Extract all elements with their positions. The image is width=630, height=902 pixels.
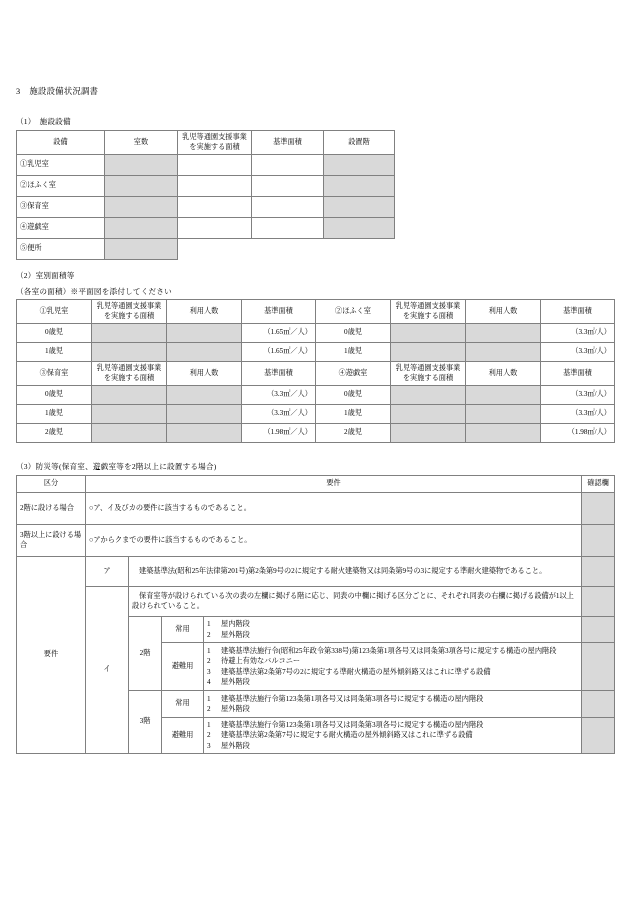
inner-use-3f-normal: 常用 [162,691,204,718]
cell-standard-area-crawling-room[interactable] [252,176,324,197]
col-header-users-right-2: 利用人数 [466,362,541,386]
cell-users-playroom-1[interactable] [466,405,541,424]
inner-items-2f-normal [204,617,582,643]
list-item [207,667,578,677]
age-label-crawling-0: 0歳児 [316,324,391,343]
requirement-text-3rd-floor-or-above: ○アからクまでの要件に該当するものであること。 [86,525,582,557]
item-number: 1 [207,646,211,655]
col-header-support-area-right-1 [391,300,466,324]
cell-users-nursery-2[interactable] [167,424,242,443]
cell-support-area-infant-1[interactable] [92,343,167,362]
table-header-row [17,362,615,386]
kubun-requirements: 要件 [17,557,86,754]
cell-standard-nursery-2: （1.98㎡／人） [242,424,316,443]
col-header-kakunin: 確認欄 [582,476,615,493]
inner-use-3f-evacuation: 避難用 [162,718,204,754]
cell-support-area-nursery-2[interactable] [92,424,167,443]
requirement-mark-a: ア [86,557,129,587]
col-header-support-area-line1: 乳児等通園支援事業 [182,133,247,141]
support-area-line2: を実施する面積 [103,373,155,382]
cell-floor-infant-room[interactable] [324,155,395,176]
col-header-users-left-2: 利用人数 [167,362,242,386]
cell-standard-infant-1: （1.65㎡／人） [242,343,316,362]
cell-users-playroom-0[interactable] [466,386,541,405]
item-number: 2 [207,657,211,666]
col-header-equipment: 設備 [17,131,105,155]
table-header-row [17,476,615,493]
age-label-nursery-1: 1歳児 [17,405,92,424]
item-number: 1 [207,721,211,729]
cell-room-count-infant-room[interactable] [105,155,178,176]
block-header-infant-room: ①乳児室 [17,300,92,324]
support-area-line2: を実施する面積 [402,311,454,320]
list-item [207,730,578,740]
list-item [207,694,578,704]
age-label-infant-1: 1歳児 [17,343,92,362]
col-header-support-area-right-2 [391,362,466,386]
cell-support-area-nursery-0[interactable] [92,386,167,405]
item-text: 待避上有効なバルコニー [221,657,301,666]
block-header-playroom: ④遊戯室 [316,362,391,386]
cell-standard-nursery-1: （3.3㎡／人） [242,405,316,424]
cell-empty-toilet-floor [324,239,395,260]
cell-empty-toilet-standard-area [252,239,324,260]
item-number: 1 [207,620,211,629]
fire-safety-table-body [17,476,615,754]
col-header-users-left-1: 利用人数 [167,300,242,324]
col-header-standard-left-2: 基準面積 [242,362,316,386]
col-header-youken: 要件 [86,476,582,493]
cell-standard-nursery-0: （3.3㎡／人） [242,386,316,405]
cell-support-area-playroom-0[interactable] [391,386,466,405]
checkbox-cell-2f-evacuation[interactable] [582,643,615,691]
page-title-number: 3 [16,87,21,96]
cell-floor-crawling-room[interactable] [324,176,395,197]
room-area-table [16,299,615,443]
cell-users-crawling-0[interactable] [466,324,541,343]
support-area-line2: を実施する面積 [402,373,454,382]
inner-items-2f-evacuation [204,643,582,691]
support-area-line1: 乳児等通園支援事業 [395,364,461,372]
cell-support-area-nursery-room[interactable] [178,197,252,218]
col-header-standard-area: 基準面積 [252,131,324,155]
table-header-row [17,131,395,155]
cell-standard-area-playroom[interactable] [252,218,324,239]
list-item [207,619,578,629]
item-text: 屋外階段 [221,630,250,639]
item-number: 2 [207,731,211,740]
inner-floor-3f: 3階 [129,691,162,754]
table-row [17,239,395,260]
item-number: 4 [207,677,211,686]
checkbox-cell-requirement-i[interactable] [582,587,615,617]
cell-standard-crawling-1: （3.3㎡/人） [541,343,615,362]
list-item [207,704,578,714]
item-list [207,694,578,715]
list-item [207,656,578,666]
inner-items-3f-normal [204,691,582,718]
inner-use-2f-evacuation: 避難用 [162,643,204,691]
table-header-row [17,300,615,324]
cell-room-count-playroom[interactable] [105,218,178,239]
section2-note: （各室の面積）※平面図を添付してください [16,287,172,296]
cell-room-count-toilet[interactable] [105,239,178,260]
list-item [207,677,578,687]
support-area-line2: を実施する面積 [103,311,155,320]
row-label-crawling-room: ②ほふく室 [17,176,105,197]
col-header-support-area-line2: を実施する面積 [189,142,240,151]
col-header-users-right-1: 利用人数 [466,300,541,324]
table-row [17,324,615,343]
table-row [17,405,615,424]
cell-floor-playroom[interactable] [324,218,395,239]
cell-standard-playroom-2: （1.98㎡/人） [541,424,615,443]
section1-heading: （1） 施設設備 [16,117,71,126]
age-label-infant-0: 0歳児 [17,324,92,343]
list-item [207,720,578,730]
facility-equipment-table [16,130,395,260]
checkbox-cell-3f-normal[interactable] [582,691,615,718]
row-label-toilet: ⑤便所 [17,239,105,260]
item-list [207,720,578,751]
cell-support-area-playroom-1[interactable] [391,405,466,424]
table-row [17,155,395,176]
item-text: 建築基準法第2条第7号に規定する耐火構造の屋外傾斜路又はこれに準ずる設備 [221,731,473,740]
table-row [17,557,615,587]
cell-support-area-nursery-1[interactable] [92,405,167,424]
col-header-floor: 設置階 [324,131,395,155]
page-title [16,85,98,97]
age-label-playroom-1: 1歳児 [316,405,391,424]
col-header-room-count: 室数 [105,131,178,155]
cell-room-count-nursery-room[interactable] [105,197,178,218]
age-label-nursery-0: 0歳児 [17,386,92,405]
block-header-nursery-room: ③保育室 [17,362,92,386]
cell-standard-area-nursery-room[interactable] [252,197,324,218]
table-row [17,197,395,218]
item-number: 2 [207,630,211,639]
requirement-text-2nd-floor: ○ア、イ及びカの要件に該当するものであること。 [86,493,582,525]
cell-floor-nursery-room[interactable] [324,197,395,218]
facility-table-body [17,155,395,260]
cell-users-infant-1[interactable] [167,343,242,362]
col-header-standard-right-2: 基準面積 [541,362,615,386]
item-text: 建築基準法施行令第123条第1項各号又は同条第3項各号に規定する構造の屋内階段 [221,694,484,703]
table-row [17,343,615,362]
cell-users-playroom-2[interactable] [466,424,541,443]
col-header-support-area-left-1 [92,300,167,324]
list-item [207,630,578,640]
item-number: 3 [207,667,211,676]
item-text: 屋外階段 [221,705,250,713]
fire-safety-table [16,475,615,754]
age-label-crawling-1: 1歳児 [316,343,391,362]
list-item [207,741,578,751]
cell-users-crawling-1[interactable] [466,343,541,362]
table-row [17,493,615,525]
age-label-playroom-2: 2歳児 [316,424,391,443]
item-list [207,619,578,640]
inner-items-3f-evacuation [204,718,582,754]
row-label-infant-room: ①乳児室 [17,155,105,176]
item-text: 屋内階段 [221,620,250,629]
room-area-table-body [17,300,615,443]
item-text: 建築基準法施行令第123条第1項各号又は同条第3項各号に規定する構造の屋内階段 [221,721,484,729]
col-header-kubun: 区分 [17,476,86,493]
cell-standard-area-infant-room[interactable] [252,155,324,176]
checkbox-cell-2f-normal[interactable] [582,617,615,643]
col-header-standard-right-1: 基準面積 [541,300,615,324]
cell-support-area-playroom[interactable] [178,218,252,239]
table-row [17,587,615,617]
kubun-3rd-floor-or-above: 3階以上に設ける場合 [17,525,86,557]
checkbox-cell-3rd-floor-or-above[interactable] [582,525,615,557]
cell-support-area-infant-0[interactable] [92,324,167,343]
item-text: 屋外階段 [221,677,250,686]
item-number: 1 [207,694,211,703]
requirement-body-i: 保育室等が設けられている次の表の左欄に掲げる階に応じ、同表の中欄に掲げる区分ごとに、それぞれ同表の右欄に掲げる設備が1以上設けられていること。 [129,587,582,617]
cell-standard-playroom-0: （3.3㎡/人） [541,386,615,405]
cell-support-area-infant-room[interactable] [178,155,252,176]
cell-support-area-crawling-room[interactable] [178,176,252,197]
cell-users-infant-0[interactable] [167,324,242,343]
cell-empty-toilet-support-area [178,239,252,260]
checkbox-cell-requirement-a[interactable] [582,557,615,587]
row-label-playroom: ④遊戯室 [17,218,105,239]
cell-support-area-crawling-1[interactable] [391,343,466,362]
section2-heading: （2）室別面積等 [16,271,75,280]
item-number: 3 [207,741,211,750]
support-area-line1: 乳児等通園支援事業 [96,302,162,310]
requirement-body-a: 建築基準法(昭和25年法律第201号)第2条第9号の2に規定する耐火建築物又は同条第9号の3に規定する準耐火建築物であること。 [129,557,582,587]
inner-floor-2f: 2階 [129,617,162,691]
item-text: 建築基準法施行令(昭和25年政令第338号)第123条第1項各号又は同条第3項各号に規定する構造の屋内階段 [221,646,557,655]
kubun-2nd-floor: 2階に設ける場合 [17,493,86,525]
table-row [17,424,615,443]
requirement-mark-i: イ [86,587,129,754]
table-row [17,386,615,405]
col-header-support-area [178,131,252,155]
facility-table-header [17,131,395,155]
page-title-text: 施設設備状況調書 [29,87,99,96]
col-header-support-area-left-2 [92,362,167,386]
cell-room-count-crawling-room[interactable] [105,176,178,197]
cell-users-nursery-1[interactable] [167,405,242,424]
list-item [207,646,578,656]
table-row [17,218,395,239]
cell-support-area-crawling-0[interactable] [391,324,466,343]
cell-standard-infant-0: （1.65㎡／人） [242,324,316,343]
item-text: 建築基準法第2条第7号の2に規定する準耐火構造の屋外傾斜路又はこれに準ずる設備 [221,667,491,676]
col-header-standard-left-1: 基準面積 [242,300,316,324]
checkbox-cell-3f-evacuation[interactable] [582,718,615,754]
support-area-line1: 乳児等通園支援事業 [395,302,461,310]
table-row [17,176,395,197]
cell-users-nursery-0[interactable] [167,386,242,405]
section3-heading: （3）防災等(保育室、遊戯室等を2階以上に設置する場合) [16,462,217,471]
table-row [17,525,615,557]
inner-use-2f-normal: 常用 [162,617,204,643]
cell-standard-playroom-1: （3.3㎡/人） [541,405,615,424]
cell-standard-crawling-0: （3.3㎡/人） [541,324,615,343]
cell-support-area-playroom-2[interactable] [391,424,466,443]
age-label-nursery-2: 2歳児 [17,424,92,443]
row-label-nursery-room: ③保育室 [17,197,105,218]
checkbox-cell-2nd-floor[interactable] [582,493,615,525]
support-area-line1: 乳児等通園支援事業 [96,364,162,372]
age-label-playroom-0: 0歳児 [316,386,391,405]
block-header-crawling-room: ②ほふく室 [316,300,391,324]
item-number: 2 [207,705,211,713]
item-text: 屋外階段 [221,741,250,750]
item-list [207,646,578,688]
